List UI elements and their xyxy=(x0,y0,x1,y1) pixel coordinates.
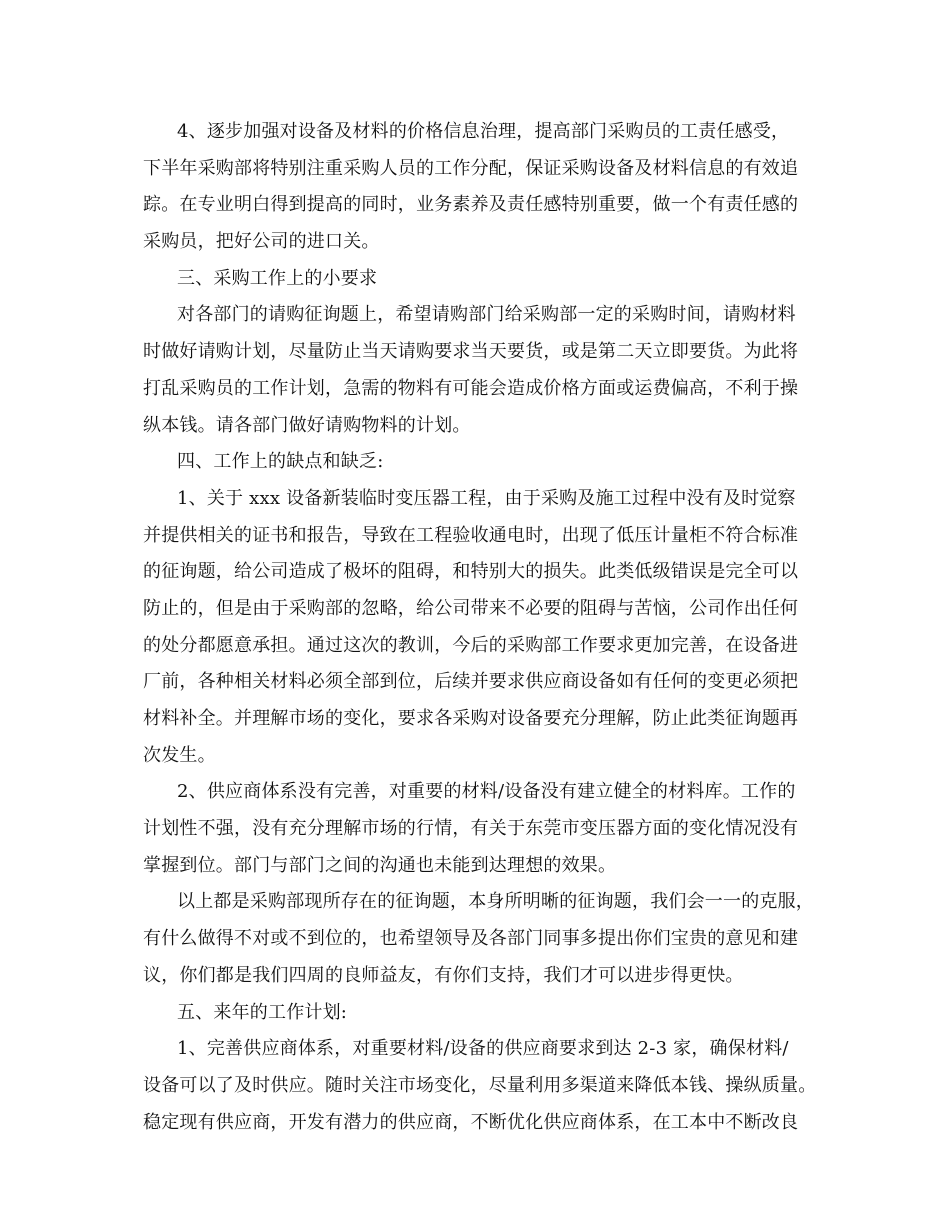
text-line: 稳定现有供应商，开发有潜力的供应商，不断优化供应商体系，在工本中不断改良 xyxy=(143,1111,799,1133)
document-body xyxy=(143,114,823,1141)
paragraph-purchase-requests xyxy=(143,297,823,444)
text-line: 设备可以了及时供应。随时关注市场变化，尽量利用多渠道来降低本钱、操纵质量。 xyxy=(143,1074,817,1096)
text-line: 并提供相关的证书和报告，导致在工程验收通电时，出现了低压计量柜不符合标准 xyxy=(143,524,799,546)
text-line: 厂前，各种相关材料必须全部到位，后续并要求供应商设备如有任何的变更必须把 xyxy=(143,671,799,693)
text-line: 1、完善供应商体系，对重要材料/设备的供应商要求到达 2-3 家，确保材料/ xyxy=(177,1038,789,1060)
heading-section-four xyxy=(143,444,823,481)
section-heading: 四、工作上的缺点和缺乏: xyxy=(177,451,384,473)
text-line: 踪。在专业明白得到提高的同时，业务素养及责任感特别重要，做一个有责任感的 xyxy=(143,194,799,216)
text-line: 次发生。 xyxy=(143,744,216,766)
section-heading: 三、采购工作上的小要求 xyxy=(177,267,378,289)
section-heading: 五、来年的工作计划: xyxy=(177,1001,348,1023)
text-line: 有什么做得不对或不到位的，也希望领导及各部门同事多提出你们宝贵的意见和建 xyxy=(143,928,799,950)
paragraph-summary xyxy=(143,884,823,994)
text-line: 时做好请购计划，尽量防止当天请购要求当天要货，或是第二天立即要货。为此将 xyxy=(143,341,799,363)
text-line: 掌握到位。部门与部门之间的沟通也未能到达理想的效果。 xyxy=(143,854,617,876)
text-line: 材料补全。并理解市场的变化，要求各采购对设备要充分理解，防止此类征询题再 xyxy=(143,708,799,729)
text-line: 采购员，把好公司的进口关。 xyxy=(143,231,380,253)
text-line: 对各部门的请购征询题上，希望请购部门给采购部一定的采购时间，请购材料 xyxy=(177,304,796,326)
text-line: 2、供应商体系没有完善，对重要的材料/设备没有建立健全的材料库。工作的 xyxy=(177,781,796,803)
heading-section-three xyxy=(143,261,823,298)
text-line: 以上都是采购部现所存在的征询题，本身所明晰的征询题，我们会一一的克服， xyxy=(177,891,814,913)
text-line: 1、关于 xxx 设备新装临时变压器工程，由于采购及施工过程中没有及时觉察 xyxy=(177,487,796,509)
heading-section-five xyxy=(143,995,823,1032)
text-line: 4、逐步加强对设备及材料的价格信息治理，提高部门采购员的工责任感受， xyxy=(177,121,790,142)
text-line: 的处分都愿意承担。通过这次的教训，今后的采购部工作要求更加完善，在设备进 xyxy=(143,634,799,656)
text-line: 的征询题，给公司造成了极坏的阻碍，和特别大的损失。此类低级错误是完全可以 xyxy=(143,561,799,583)
text-line: 防止的，但是由于采购部的忽略，给公司带来不必要的阻碍与苦恼，公司作出任何 xyxy=(143,597,799,619)
text-line: 下半年采购部将特别注重采购人员的工作分配，保证采购设备及材料信息的有效追 xyxy=(143,157,799,179)
text-line: 计划性不强，没有充分理解市场的行情，有关于东莞市变压器方面的变化情况没有 xyxy=(143,818,799,840)
paragraph-supplier-system xyxy=(143,774,823,884)
paragraph-transformer-project xyxy=(143,481,823,775)
text-line: 纵本钱。请各部门做好请购物料的计划。 xyxy=(143,414,471,436)
text-line: 议，你们都是我们四周的良师益友，有你们支持，我们才可以进步得更快。 xyxy=(143,964,744,986)
paragraph-price-info-management xyxy=(143,114,823,261)
paragraph-next-year-plan xyxy=(143,1031,823,1141)
text-line: 打乱采购员的工作计划，急需的物料有可能会造成价格方面或运费偏高，不利于操 xyxy=(143,377,799,399)
